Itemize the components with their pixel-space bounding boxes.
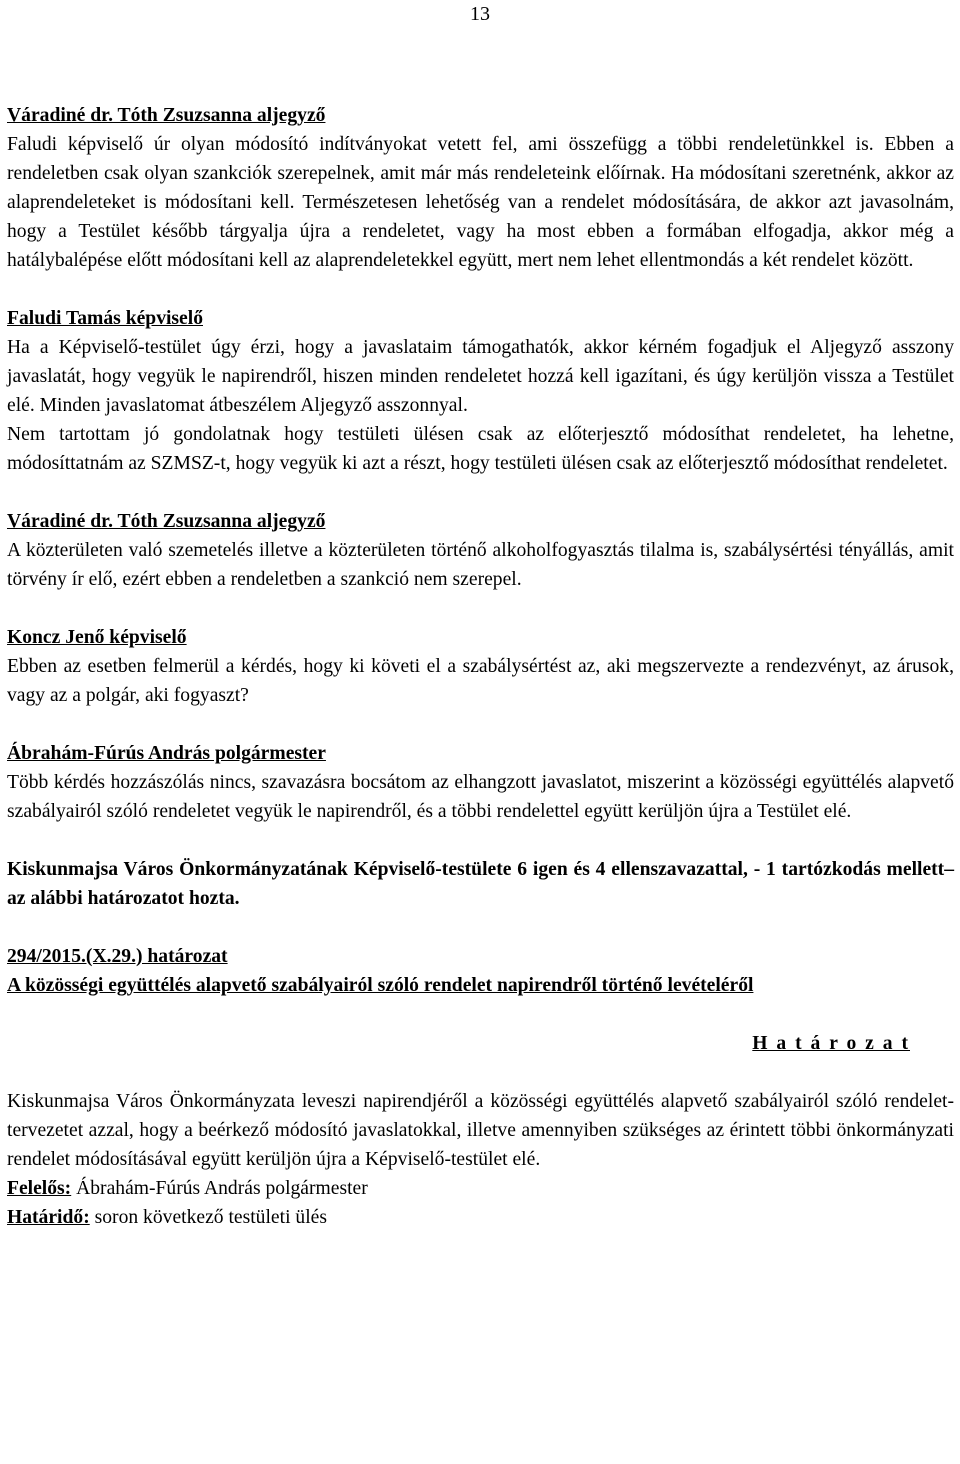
deadline-value: soron következő testületi ülés	[89, 1207, 327, 1228]
speech-paragraph: Több kérdés hozzászólás nincs, szavazásra bocsátom az elhangzott javaslatot, miszerint a közösségi együttélés alapvető szabályairól szóló rendeletet vegyük le napirendről, és a többi rendelettel együtt kerüljön újra a Testület elé.	[7, 772, 954, 822]
speaker-name: Faludi Tamás képviselő	[7, 308, 203, 329]
responsible-label: Felelős:	[7, 1178, 72, 1199]
speech-paragraph: Faludi képviselő úr olyan módosító indítványokat vetett fel, ami összefügg a többi rendeletünkkel is. Ebben a rendeletben csak olyan szankciók szerepelnek, amit már más rendeleteink előírnak. Ha módosítani szeretnénk, akkor az alaprendeleteket is módosítani kell. Természetesen lehetőség van a rendelet módosítására, de akkor azt javasolnám, hogy a Testület később tárgyalja újra a rendeletet, vagy ha most ebben a formában elfogadja, akkor még a hatálybalépése előtt módosítani kell az alaprendeletekkel együtt, mert nem lehet ellentmondás a két rendelet között.	[7, 134, 954, 271]
resolution-heading: H a t á r o z a t	[752, 1033, 910, 1054]
speaker-name: Váradiné dr. Tóth Zsuzsanna aljegyző	[7, 105, 326, 126]
responsible-row	[7, 1174, 954, 1203]
deadline-row	[7, 1203, 954, 1232]
page-number: 13	[470, 3, 490, 25]
resolution-heading-row	[7, 1029, 954, 1058]
responsible-value: Ábrahám-Fúrús András polgármester	[71, 1178, 368, 1199]
resolution-text: Kiskunmajsa Város Önkormányzata leveszi napirendjéről a közösségi együttélés alapvető szabályairól szóló rendelet-tervezetet azzal, hogy a beérkező módosító javaslatokkal, illetve amennyiben szükséges az érintett többi önkormányzati rendelet módosításával együtt kerüljön újra a Képviselő-testület elé.	[7, 1091, 954, 1170]
speaker-name: Váradiné dr. Tóth Zsuzsanna aljegyző	[7, 511, 326, 532]
speech-paragraph: Ebben az esetben felmerül a kérdés, hogy ki követi el a szabálysértést az, aki megszervezte a rendezvényt, az árusok, vagy az a polgár, aki fogyaszt?	[7, 656, 954, 706]
speaker-name: Koncz Jenő képviselő	[7, 627, 187, 648]
resolution-number: 294/2015.(X.29.) határozat	[7, 946, 228, 967]
vote-result: Kiskunmajsa Város Önkormányzatának Képviselő-testülete 6 igen és 4 ellenszavazattal, - 1 tartózkodás mellett– az alábbi határozatot hozta.	[7, 859, 954, 909]
speaker-name: Ábrahám-Fúrús András polgármester	[7, 743, 326, 764]
speech-paragraph: A közterületen való szemetelés illetve a közterületen történő alkoholfogyasztás tilalma is, szabálysértési tényállás, amit törvény ír elő, ezért ebben a rendeletben a szankció nem szerepel.	[7, 540, 954, 590]
document-body	[7, 101, 954, 1232]
speech-paragraph: Nem tartottam jó gondolatnak hogy testületi ülésen csak az előterjesztő módosíthat rendeletet, ha lehetne, módosíttatnám az SZMSZ-t, hogy vegyük ki azt a részt, hogy testületi ülésen csak az előterjesztő módosíthat rendeletet.	[7, 424, 954, 474]
deadline-label: Határidő:	[7, 1207, 90, 1228]
speech-paragraph: Ha a Képviselő-testület úgy érzi, hogy a javaslataim támogathatók, akkor kérném fogadjuk el Aljegyző asszony javaslatát, hogy vegyük le napirendről, hiszen minden rendeletet hozzá kell igazítani, és úgy kerüljön vissza a Testület elé. Minden javaslatomat átbeszélem Aljegyző asszonnyal.	[7, 337, 954, 416]
resolution-title: A közösségi együttélés alapvető szabályairól szóló rendelet napirendről történő levételéről	[7, 975, 754, 996]
